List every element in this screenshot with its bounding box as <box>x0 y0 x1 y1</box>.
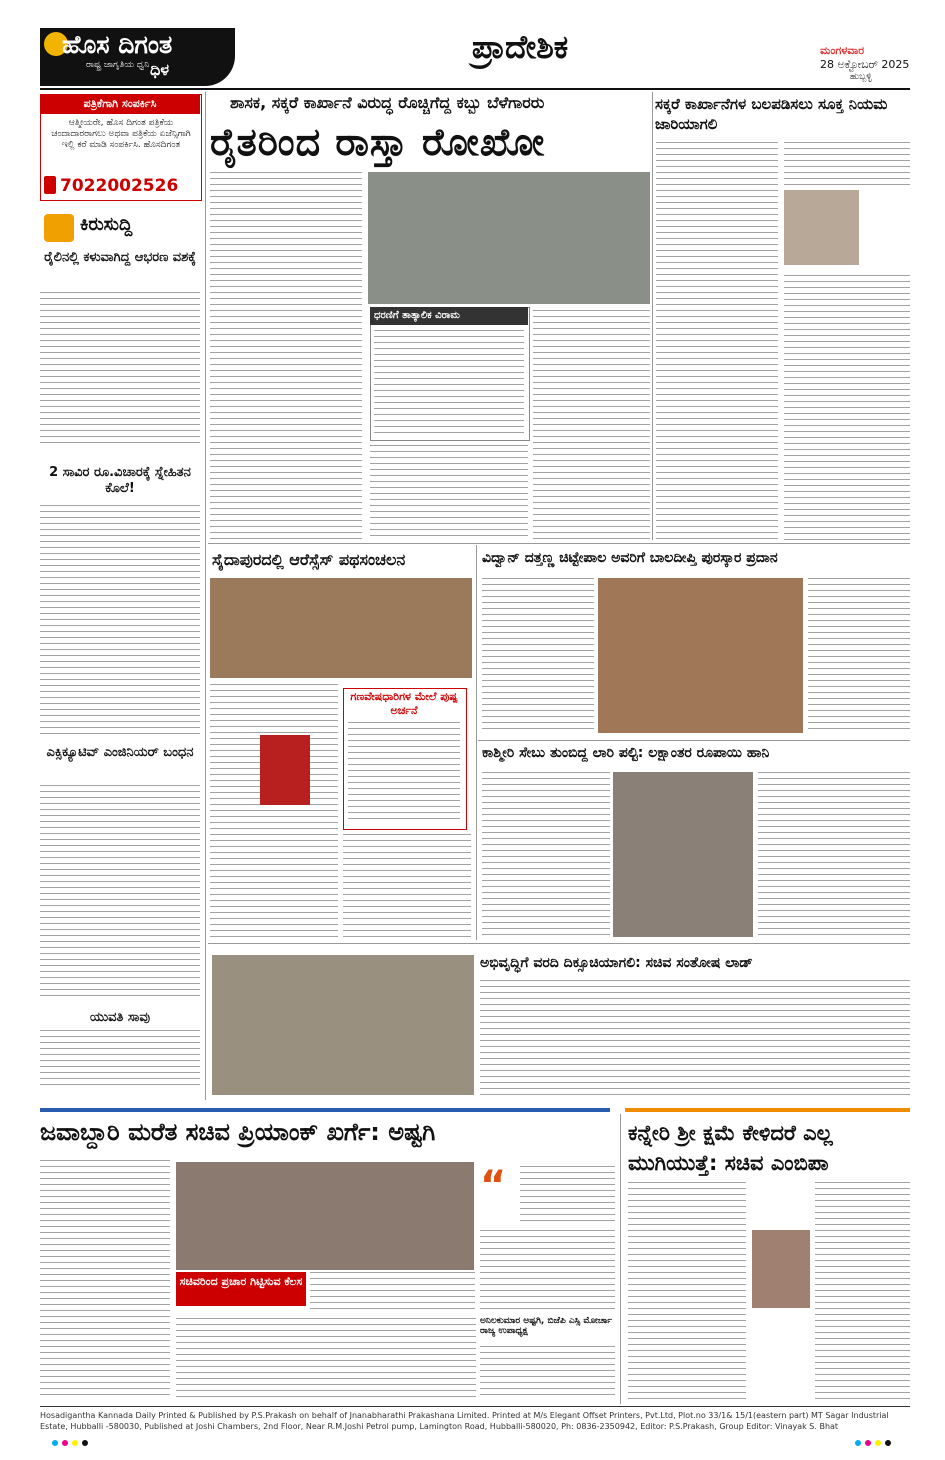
contact-header: ಪತ್ರಿಕೆಗಾಗಿ ಸಂಪರ್ಕಿಸಿ <box>40 94 200 114</box>
color-rule <box>40 1108 610 1112</box>
apple-body <box>482 772 610 937</box>
kharge-body <box>40 1160 170 1400</box>
apple-headline: ಕಾಶ್ಮೀರಿ ಸೇಬು ತುಂಬಿದ್ದ ಲಾರಿ ಪಲ್ಟಿ: ಲಕ್ಷಾಂತರ ರೂಪಾಯಿ ಹಾನಿ <box>482 745 770 761</box>
brief-body <box>40 505 200 735</box>
contact-phone: 7022002526 <box>60 176 179 196</box>
phone-icon <box>44 176 56 194</box>
kharge-press-photo <box>176 1162 474 1270</box>
section-title: ಪ್ರಾದೇಶಿಕ <box>471 28 569 66</box>
kharge-body <box>480 1346 615 1400</box>
brief-headline: ಎಕ್ಸಿಕ್ಯೂಟಿವ್ ಎಂಜಿನಿಯರ್ ಬಂಧನ <box>46 745 194 760</box>
kharge-headline: ಜವಾಬ್ದಾರಿ ಮರೆತ ಸಚಿವ ಪ್ರಿಯಾಂಕ್ ಖರ್ಗೆ: ಅಷ್ಟಗಿ <box>40 1118 436 1146</box>
kharge-inset-body <box>310 1272 475 1312</box>
logo: ಹೊಸ ದಿಗಂತ <box>62 30 173 59</box>
kharge-quote <box>480 1230 615 1310</box>
award-body <box>808 578 910 733</box>
column-divider <box>652 92 653 540</box>
award-headline: ವಿದ್ವಾನ್ ದತ್ತಣ್ಣ ಚಿಟ್ಟೇಪಾಲ ಅವರಿಗೆ ಬಾಲದೀಪ್ತಿ ಪುರಸ್ಕಾರ ಪ್ರದಾನ <box>482 550 778 566</box>
lead-body <box>533 310 650 540</box>
kaneri-headline: ಕನ್ನೇರಿ ಶ್ರೀ ಕ್ಷಮೆ ಕೇಳಿದರೆ ಎಲ್ಲ ಮುಗಿಯುತ್ತೆ: ಸಚಿವ ಎಂಬಿಪಾ <box>628 1121 833 1175</box>
brief-body <box>40 292 200 444</box>
masthead <box>0 0 945 88</box>
dharwad-body <box>480 980 910 1095</box>
issue-date: 28 ಅಕ್ಟೋಬರ್ 2025 <box>820 58 910 71</box>
column-divider <box>476 545 477 940</box>
registration-mark <box>885 1440 891 1446</box>
registration-mark <box>72 1440 78 1446</box>
registration-mark <box>855 1440 861 1446</box>
brief-body <box>40 1030 200 1090</box>
kharge-inset-title: ಸಚಿವರಿಂದ ಪ್ರಚಾರ ಗಿಟ್ಟಿಸುವ ಕೆಲಸ <box>176 1272 306 1306</box>
issue-place: ಹುಬ್ಬಳ್ಳಿ <box>850 72 872 82</box>
brief-headline: ಯುವತಿ ಸಾವು <box>90 1010 150 1025</box>
rss-body <box>343 834 471 939</box>
dharwad-headline: ಅಭಿವೃದ್ಧಿಗೆ ವರದಿ ದಿಕ್ಸೂಚಿಯಾಗಲಿ: ಸಚಿವ ಸಂತೋಷ ಲಾಡ್ <box>480 955 753 971</box>
mb-patil-photo <box>752 1230 810 1308</box>
kharge-quote <box>520 1166 615 1226</box>
lead-inset-title: ಧರಣಿಗೆ ತಾತ್ಕಾಲಿಕ ವಿರಾಮ <box>370 307 528 325</box>
lead-kicker: ಶಾಸಕ, ಸಕ್ಕರೆ ಕಾರ್ಖಾನೆ ವಿರುದ್ಧ ರೊಚ್ಚಿಗೆದ್ದ ಕಬ್ಬು ಬೆಳೆಗಾರರು <box>230 93 545 112</box>
rss-headline: ಸೈದಾಪುರದಲ್ಲಿ ಆರೆಸ್ಸೆಸ್ ಪಥಸಂಚಲನ <box>212 550 406 569</box>
registration-mark <box>52 1440 58 1446</box>
column-divider <box>205 92 206 1100</box>
section-divider <box>478 740 910 741</box>
sidebar-body <box>656 142 778 540</box>
brief-headline: 2 ಸಾವಿರ ರೂ.ವಿಚಾರಕ್ಕೆ ಸ್ನೇಹಿತನ ಕೊಲೆ! <box>49 465 191 496</box>
sidebar-body <box>784 142 910 187</box>
hand-icon <box>44 214 74 242</box>
registration-mark <box>82 1440 88 1446</box>
lead-inset-body <box>374 330 524 435</box>
color-rule <box>625 1108 910 1112</box>
contact-body: ಆತ್ಮೀಯರೇ, ಹೊಸ ದಿಗಂತ ಪತ್ರಿಕೆಯ ಚಂದಾದಾರರಾಗಲು ಅಥವಾ ಪತ್ರಿಕೆಯ ಏಜೆನ್ಸಿಗಾಗಿ ಇಲ್ಲಿ ಕರೆ ಮಾಡಿ ಸಂಪರ್ಕಿಸಿ. ಹೊಸದಿಗಂತ <box>51 118 191 150</box>
minister-photo <box>784 190 859 265</box>
rss-100-poster <box>260 735 310 805</box>
sidebar-body <box>784 275 910 540</box>
edition-mark: ಧಿಳ <box>150 60 170 79</box>
rss-inset-title: ಗಣವೇಷಧಾರಿಗಳ ಮೇಲೆ ಪುಷ್ಪ ಅರ್ಚನೆ <box>350 690 458 717</box>
award-body <box>482 578 594 733</box>
brief-headline: ರೈಲಿನಲ್ಲಿ ಕಳುವಾಗಿದ್ದ ಆಭರಣ ವಶಕ್ಕೆ <box>44 250 196 265</box>
kharge-byline: ಅನಿಲಕುಮಾರ ಅಷ್ಟಗಿ, ಬಿಜೆಪಿ ಎಸ್ಸಿ ಮೋರ್ಚಾ ರಾಜ್ಯ ಉಪಾಧ್ಯಕ್ಷ <box>480 1316 612 1336</box>
brief-body <box>40 785 200 1000</box>
sidebar-headline: ಸಕ್ಕರೆ ಕಾರ್ಖಾನೆಗಳ ಬಲಪಡಿಸಲು ಸೂಕ್ತ ನಿಯಮ ಜಾರಿಯಾಗಲಿ <box>655 95 888 133</box>
issue-day: ಮಂಗಳವಾರ <box>820 44 865 57</box>
award-photo <box>598 578 803 733</box>
section-divider <box>208 543 910 544</box>
kharge-body <box>176 1318 476 1400</box>
protest-photo <box>368 172 650 304</box>
logo-tagline: ರಾಷ್ಟ್ರ ಜಾಗೃತಿಯ ಧ್ವನಿ <box>86 60 150 70</box>
registration-mark <box>62 1440 68 1446</box>
quote-icon: “ <box>480 1163 507 1209</box>
rss-inset-body <box>348 722 460 822</box>
masthead-rule <box>40 88 910 90</box>
footer-rule <box>40 1406 910 1407</box>
registration-mark <box>875 1440 881 1446</box>
kaneri-body <box>628 1182 746 1400</box>
lead-body <box>210 172 362 540</box>
kirusuddi-label: ಕಿರುಸುದ್ದಿ <box>80 214 133 235</box>
registration-mark <box>865 1440 871 1446</box>
rss-march-photo <box>210 578 472 678</box>
section-divider <box>208 943 910 944</box>
meeting-hall-photo <box>212 955 474 1095</box>
apple-body <box>758 772 910 937</box>
imprint-line: Hosadigantha Kannada Daily Printed & Published by P.S.Prakash on behalf of Jnanabharathi Prakashana Limited. Printed at M/s Elegant Offset Printers, Pvt.Ltd, Plot.no 33/1& 15/1(eastern part) MT Sagar Industrial Estate, Hubballi -580030, Published at Joshi Chambers, 2nd Floor, Near R.M.Joshi Petrol pump, Lamington Road, Hubballi-580020, Ph: 0836-2350942, Editor: P.S.Prakash, Group Editor: Vinayak S. Bhat <box>40 1411 889 1431</box>
rss-body <box>210 684 338 939</box>
lead-body <box>370 445 528 540</box>
lorry-photo <box>613 772 753 937</box>
kaneri-body <box>815 1182 910 1400</box>
column-divider <box>620 1114 621 1404</box>
lead-headline: ರೈತರಿಂದ ರಾಸ್ತಾ ರೋಖೋ <box>210 120 546 164</box>
